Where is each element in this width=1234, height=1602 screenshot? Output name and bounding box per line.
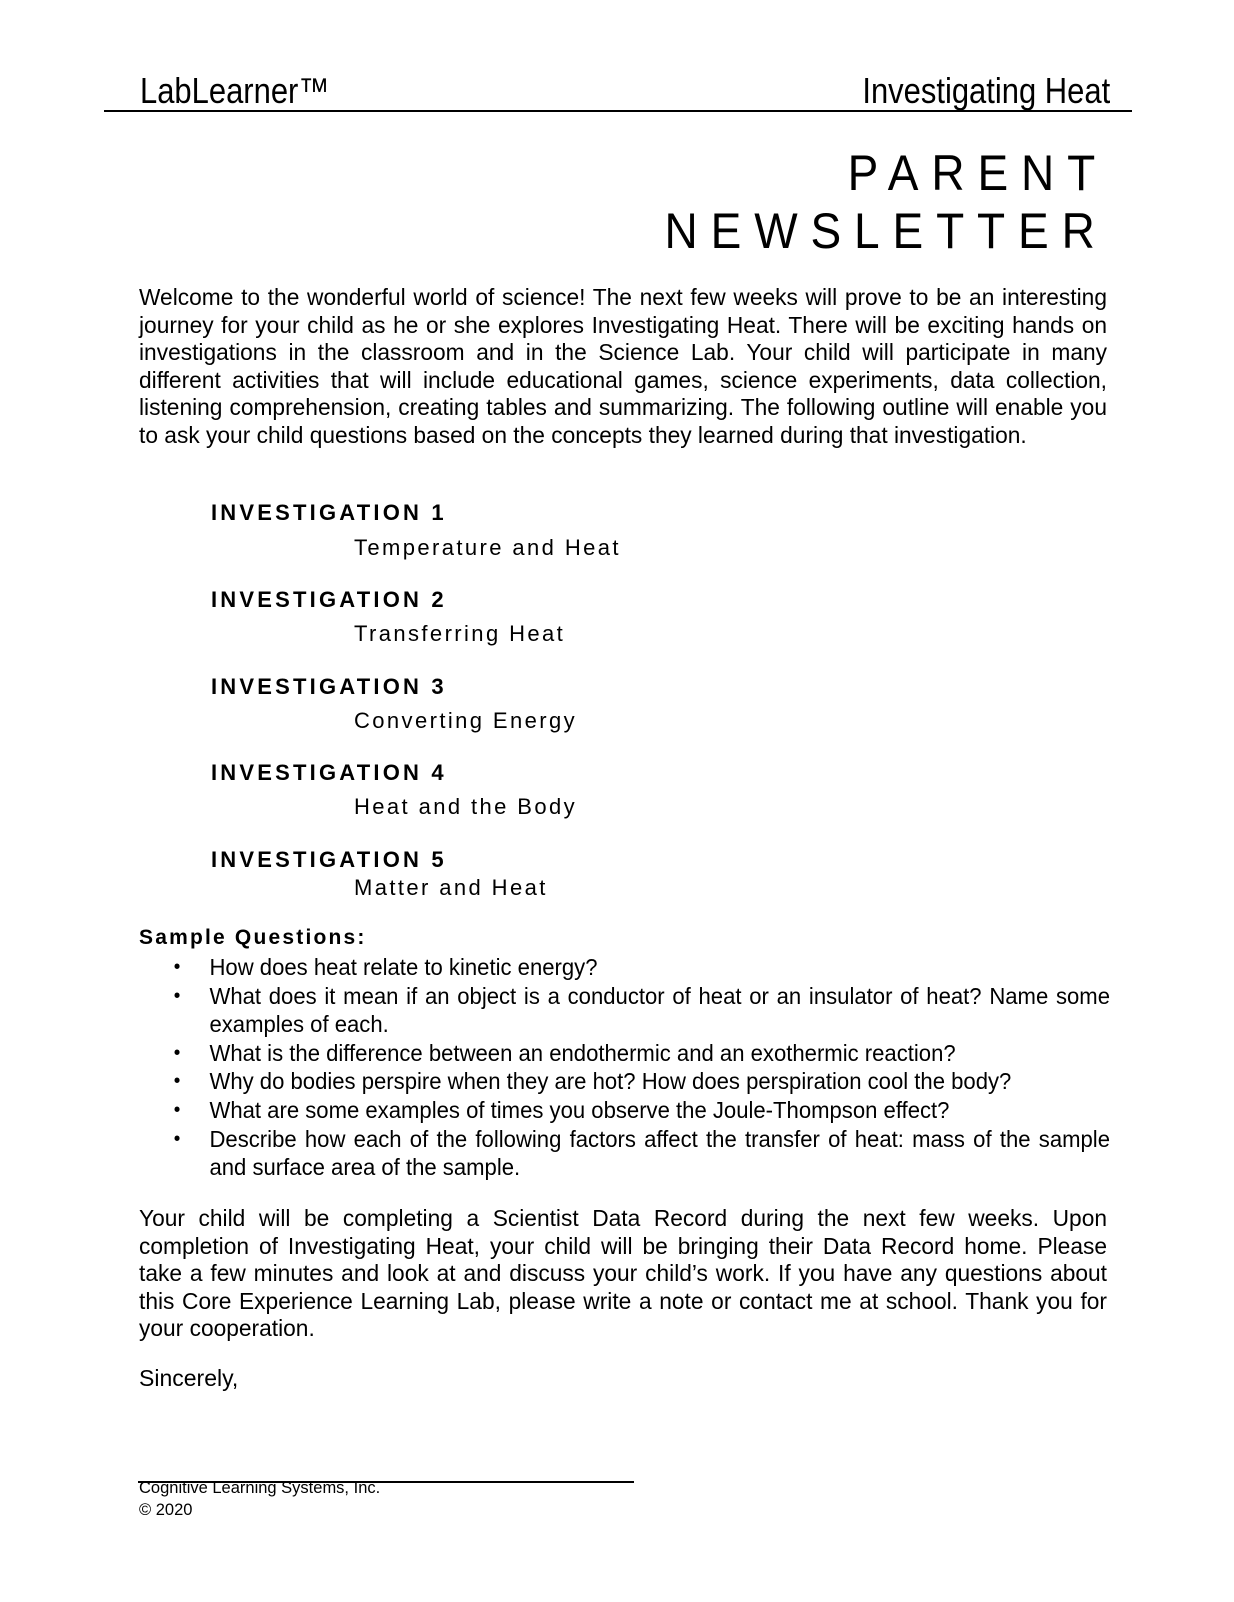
investigation-label: INVESTIGATION 3 bbox=[211, 674, 447, 699]
list-item bbox=[170, 982, 1110, 1039]
question-text: What is the difference between an endothermic and an exothermic reaction? bbox=[209, 1039, 956, 1066]
copyright: © 2020 bbox=[139, 1501, 193, 1519]
list-item bbox=[170, 1039, 1110, 1068]
newsletter-title-line2: NEWSLETTER bbox=[664, 203, 1108, 259]
investigation-label: INVESTIGATION 2 bbox=[211, 587, 447, 612]
unit-title: Investigating Heat bbox=[862, 70, 1110, 111]
bullet-icon: • bbox=[173, 984, 181, 1007]
investigation-topic: Converting Energy bbox=[354, 708, 578, 733]
sample-questions-heading: Sample Questions: bbox=[139, 926, 367, 949]
newsletter-title-line1: PARENT bbox=[847, 145, 1108, 201]
investigation-label: INVESTIGATION 1 bbox=[211, 500, 447, 525]
investigation-label: INVESTIGATION 4 bbox=[211, 760, 447, 785]
investigation-label: INVESTIGATION 5 bbox=[211, 847, 447, 872]
investigation-topic: Heat and the Body bbox=[354, 794, 578, 819]
list-item bbox=[170, 1096, 1110, 1125]
list-item bbox=[170, 953, 1110, 982]
question-text: How does heat relate to kinetic energy? bbox=[209, 954, 598, 980]
page-footer bbox=[139, 1477, 380, 1521]
bullet-icon: • bbox=[173, 956, 181, 978]
bullet-icon: • bbox=[173, 1098, 181, 1121]
sample-questions-list bbox=[170, 953, 1110, 1182]
bullet-icon: • bbox=[173, 1041, 181, 1064]
investigation-topic: Temperature and Heat bbox=[354, 535, 621, 560]
question-text: What does it mean if an object is a conductor of heat or an insulator of heat? Name some examples of each. bbox=[209, 982, 1111, 1038]
intro-paragraph: Welcome to the wonderful world of science! The next few weeks will prove to be an interesting journey for your child as he or she explores Investigating Heat. There will be exciting hands on investigations in the classroom and in the Science Lab. Your child will participate in many different activities that will include educational games, science experiments, data collection, listening comprehension, creating tables and summarizing. The following outline will enable you to ask your child questions based on the concepts they learned during that investigation. bbox=[139, 284, 1107, 448]
brand-name: LabLearner™ bbox=[140, 70, 330, 111]
question-text: What are some examples of times you observe the Joule-Thompson effect? bbox=[209, 1096, 950, 1123]
investigation-topic: Transferring Heat bbox=[354, 621, 566, 646]
bullet-icon: • bbox=[173, 1127, 181, 1150]
page-header bbox=[104, 66, 1132, 112]
investigation-topic: Matter and Heat bbox=[354, 875, 548, 900]
closing-paragraph: Your child will be completing a Scientist Data Record during the next few weeks. Upon completion of Investigating Heat, your child will be bringing their Data Record home. Please take a few minutes and look at and discuss your child’s work. If you have any questions about this Core Experience Learning Lab, please write a note or contact me at school. Thank you for your cooperation. bbox=[139, 1205, 1107, 1342]
signoff: Sincerely, bbox=[139, 1365, 239, 1391]
question-text: Why do bodies perspire when they are hot? How does perspiration cool the body? bbox=[209, 1068, 1012, 1095]
list-item bbox=[170, 1067, 1110, 1096]
question-text: Describe how each of the following factors affect the transfer of heat: mass of the sample and surface area of the sample. bbox=[209, 1125, 1111, 1181]
company-name: Cognitive Learning Systems, Inc. bbox=[139, 1479, 381, 1497]
list-item bbox=[170, 1125, 1110, 1182]
bullet-icon: • bbox=[173, 1070, 181, 1093]
